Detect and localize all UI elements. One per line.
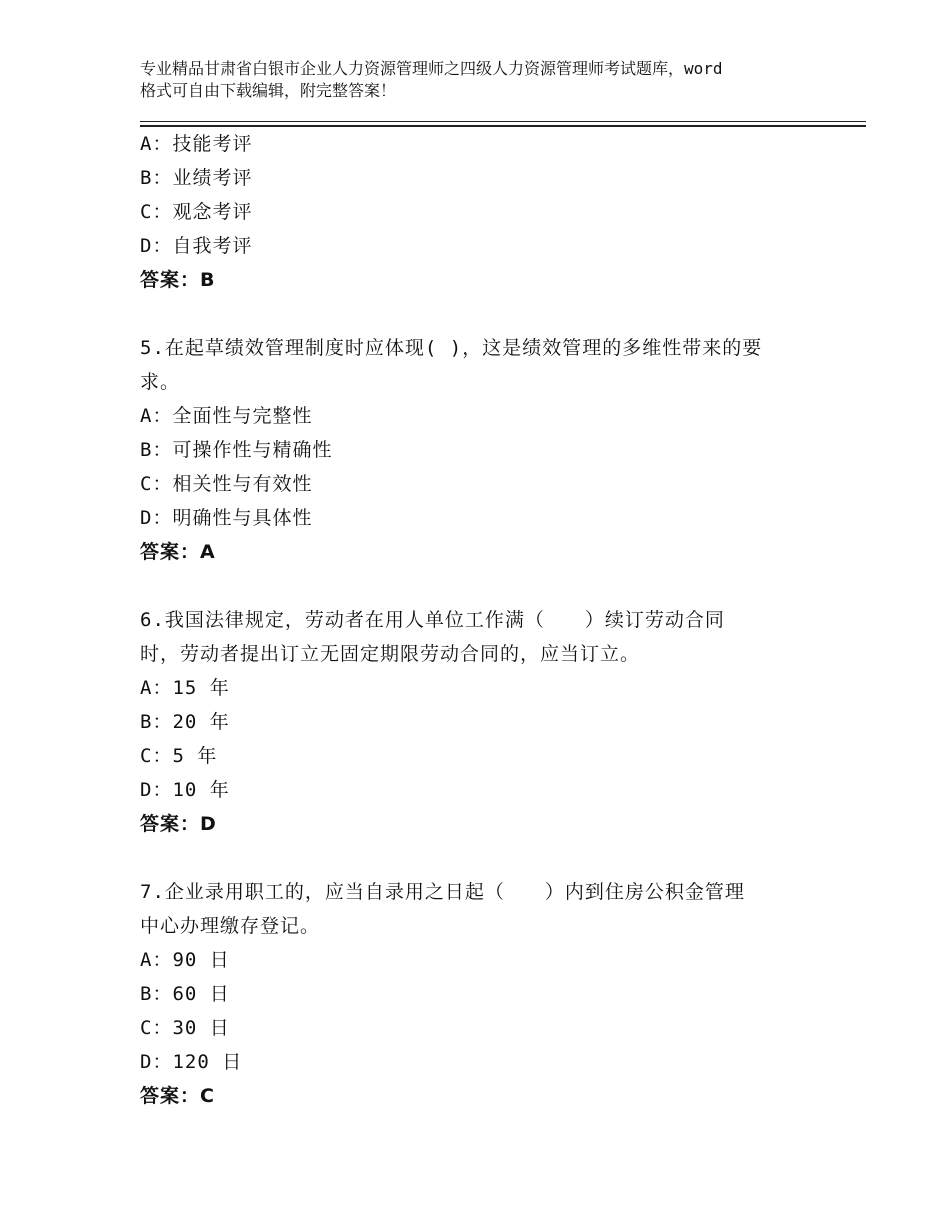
- question-stem-line-1: 7.企业录用职工的，应当自录用之日起（ ）内到住房公积金管理: [140, 881, 745, 903]
- question-6: [140, 603, 840, 841]
- option-d: D：明确性与具体性: [140, 507, 313, 529]
- question-stem-line-2: 求。: [140, 371, 181, 393]
- option-a: A：技能考评: [140, 133, 253, 155]
- option-b: B：可操作性与精确性: [140, 439, 333, 461]
- option-c: C：观念考评: [140, 201, 253, 223]
- option-a: A：90 日: [140, 949, 230, 971]
- document-header: [140, 58, 840, 102]
- spacer: [140, 841, 840, 875]
- answer-line: 答案：C: [140, 1085, 215, 1107]
- option-c: C：30 日: [140, 1017, 230, 1039]
- option-c: C：相关性与有效性: [140, 473, 313, 495]
- answer-line: 答案：D: [140, 813, 217, 835]
- question-5: [140, 331, 840, 569]
- option-d: D：120 日: [140, 1051, 243, 1073]
- question-stem-line-2: 中心办理缴存登记。: [140, 915, 321, 937]
- option-d: D：10 年: [140, 779, 230, 801]
- header-title-line-1: 专业精品甘肃省白银市企业人力资源管理师之四级人力资源管理师考试题库，word: [140, 59, 723, 78]
- answer-line: 答案：B: [140, 269, 216, 291]
- question-stem-line-2: 时，劳动者提出订立无固定期限劳动合同的，应当订立。: [140, 643, 641, 665]
- answer-line: 答案：A: [140, 541, 216, 563]
- option-c: C：5 年: [140, 745, 218, 767]
- header-title-line-2: 格式可自由下载编辑，附完整答案！: [140, 81, 397, 100]
- question-list: [140, 127, 840, 1113]
- spacer: [140, 569, 840, 603]
- question-4-continued: [140, 127, 840, 297]
- question-7: [140, 875, 840, 1113]
- option-a: A：全面性与完整性: [140, 405, 313, 427]
- question-stem-line-1: 5.在起草绩效管理制度时应体现( )，这是绩效管理的多维性带来的要: [140, 337, 763, 359]
- spacer: [140, 297, 840, 331]
- option-d: D：自我考评: [140, 235, 253, 257]
- header-divider-thin: [140, 121, 866, 122]
- option-b: B：业绩考评: [140, 167, 253, 189]
- question-stem-line-1: 6.我国法律规定，劳动者在用人单位工作满（ ）续订劳动合同: [140, 609, 725, 631]
- option-b: B：20 年: [140, 711, 230, 733]
- option-a: A：15 年: [140, 677, 230, 699]
- option-b: B：60 日: [140, 983, 230, 1005]
